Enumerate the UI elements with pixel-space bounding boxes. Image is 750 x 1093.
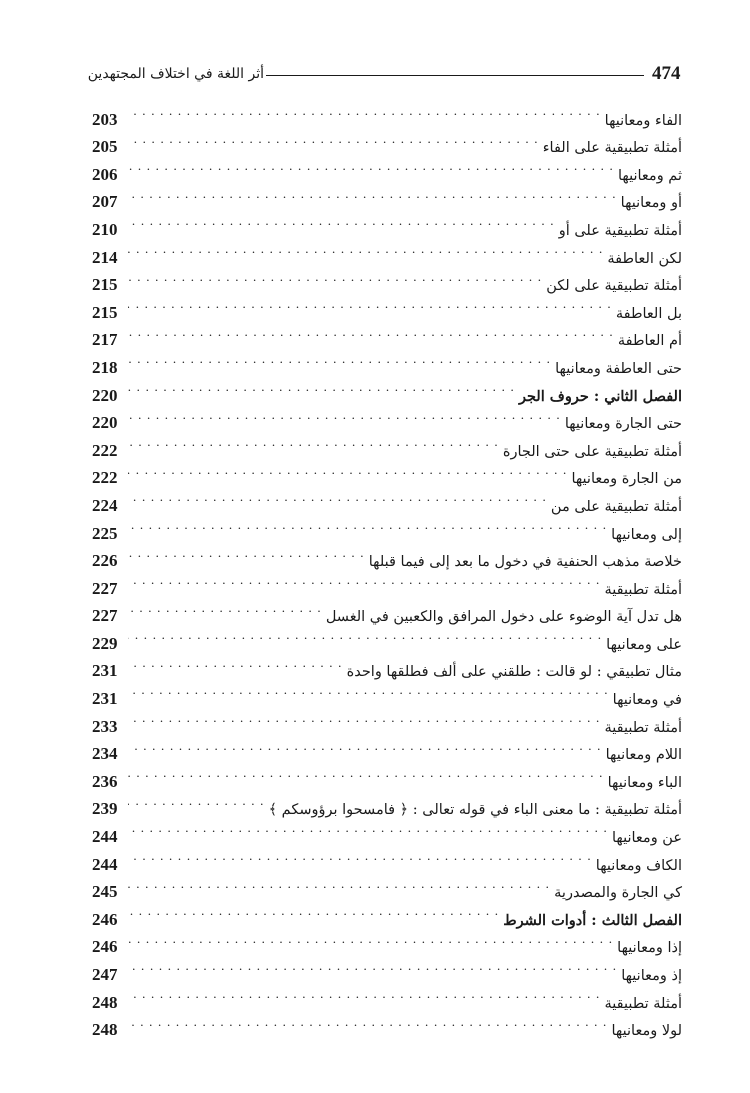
dot-leader — [128, 318, 614, 346]
toc-entry-title: إلى ومعانيها — [611, 526, 682, 543]
dot-leader — [128, 511, 607, 539]
toc-entry-title: أمثلة تطبيقية على لكن — [546, 278, 682, 295]
toc-entry-title: لولا ومعانيها — [611, 1023, 682, 1040]
toc-entry-page: 220 — [92, 385, 118, 405]
toc-entry — [92, 980, 682, 1012]
toc-entry-page: 214 — [92, 247, 118, 267]
toc-entry — [92, 318, 682, 350]
table-of-contents — [92, 97, 682, 1040]
dot-leader — [128, 235, 603, 263]
toc-entry-page: 215 — [92, 275, 118, 295]
toc-entry — [92, 676, 682, 709]
toc-entry — [92, 649, 682, 681]
dot-leader — [128, 1008, 608, 1036]
toc-entry-page: 205 — [92, 137, 118, 157]
toc-entry — [92, 290, 682, 322]
toc-entry-page: 246 — [92, 909, 118, 929]
toc-entry — [92, 787, 682, 819]
toc-entry-title: الفاء ومعانيها — [604, 112, 682, 129]
toc-entry-page: 244 — [92, 827, 118, 847]
toc-chapter-title: الفصل الثالث : أدوات الشرط — [503, 911, 682, 929]
toc-entry-title: إذا ومعانيها — [617, 940, 682, 957]
toc-entry-title: الباء ومعانيها — [607, 774, 682, 791]
dot-leader — [128, 594, 322, 622]
dot-leader — [128, 842, 592, 870]
dot-leader — [128, 290, 612, 318]
dot-leader — [128, 814, 608, 842]
toc-entry-page: 229 — [92, 633, 118, 653]
toc-entry-title: كي الجارة والمصدرية — [554, 885, 682, 902]
toc-entry-title: عن ومعانيها — [612, 830, 682, 847]
toc-entry-title: أمثلة تطبيقية — [604, 719, 682, 736]
toc-entry — [92, 1008, 682, 1040]
toc-entry-page: 222 — [92, 440, 118, 460]
toc-entry-title: اللام ومعانيها — [605, 747, 682, 764]
toc-entry-title: في ومعانيها — [612, 692, 682, 709]
toc-entry — [92, 594, 682, 626]
dot-leader — [128, 759, 604, 787]
toc-entry-page: 244 — [92, 854, 118, 874]
dot-leader — [128, 897, 499, 925]
toc-entry — [92, 207, 682, 239]
toc-entry-page: 247 — [92, 965, 118, 984]
dot-leader — [128, 152, 614, 180]
dot-leader — [128, 180, 617, 208]
dot-leader — [128, 97, 601, 125]
toc-entry — [92, 152, 682, 184]
toc-entry-page: 239 — [92, 799, 118, 819]
toc-entry-title: أمثلة تطبيقية على من — [550, 498, 682, 515]
dot-leader — [128, 952, 617, 980]
toc-entry — [92, 566, 682, 598]
toc-entry-page: 226 — [92, 551, 118, 571]
toc-entry-page: 225 — [92, 523, 118, 543]
toc-entry-page: 224 — [92, 495, 118, 515]
dot-leader — [128, 676, 609, 704]
toc-entry — [92, 97, 682, 129]
toc-entry-page: 215 — [92, 302, 118, 322]
dot-leader — [128, 925, 613, 953]
toc-entry-title: خلاصة مذهب الحنفية في دخول ما بعد إلى فيما قبلها — [368, 554, 682, 571]
toc-entry — [92, 704, 682, 736]
toc-entry-title: أمثلة تطبيقية : ما معنى الباء في قوله تعالى : ﴿ فامسحوا برؤوسكم ﴾ — [268, 802, 682, 819]
toc-entry-page: 227 — [92, 578, 118, 598]
dot-leader — [128, 483, 547, 511]
dot-leader — [128, 456, 567, 484]
toc-entry-page: 217 — [92, 330, 118, 350]
toc-entry-title: ثم ومعانيها — [618, 167, 682, 184]
dot-leader — [128, 345, 551, 373]
toc-entry — [92, 345, 682, 377]
toc-entry — [92, 180, 682, 212]
toc-entry-title: الكاف ومعانيها — [595, 857, 682, 874]
toc-entry — [92, 621, 682, 653]
toc-entry-page: 210 — [92, 219, 118, 239]
dot-leader — [128, 263, 542, 291]
toc-entry-page: 248 — [92, 1020, 118, 1040]
toc-entry — [92, 732, 682, 764]
toc-entry-page: 231 — [92, 661, 118, 681]
toc-entry-title: مثال تطبيقي : لو قالت : طلقني على ألف فطلقها واحدة — [346, 664, 682, 681]
toc-entry-page: 246 — [92, 937, 118, 957]
toc-entry-title: لكن العاطفة — [607, 250, 682, 267]
toc-entry-title: أمثلة تطبيقية — [604, 995, 682, 1012]
dot-leader — [128, 566, 600, 594]
toc-entry — [92, 125, 682, 157]
dot-leader — [128, 428, 499, 456]
toc-entry-page: 248 — [92, 992, 118, 1012]
toc-entry — [92, 925, 682, 957]
toc-entry — [92, 539, 682, 571]
toc-entry — [92, 870, 682, 902]
toc-entry — [92, 842, 682, 874]
dot-leader — [128, 649, 343, 677]
toc-entry-title: أو ومعانيها — [620, 195, 682, 212]
toc-entry-title: بل العاطفة — [615, 305, 682, 322]
toc-entry-title: أمثلة تطبيقية على الفاء — [542, 140, 682, 157]
toc-entry-page: 227 — [92, 606, 118, 626]
page-header — [87, 60, 682, 88]
toc-entry-page: 206 — [92, 164, 118, 184]
toc-entry — [92, 511, 682, 543]
toc-entry-title: أمثلة تطبيقية — [604, 581, 682, 598]
dot-leader — [128, 870, 550, 898]
toc-entry — [92, 952, 682, 984]
dot-leader — [128, 401, 561, 429]
toc-entry-page: 218 — [92, 357, 118, 377]
header-rule — [266, 75, 644, 76]
dot-leader — [128, 621, 602, 649]
toc-entry-title: إذ ومعانيها — [621, 968, 682, 984]
dot-leader — [128, 207, 555, 235]
toc-entry-page: 222 — [92, 468, 118, 488]
toc-entry-page: 207 — [92, 192, 118, 212]
toc-entry-title: حتى العاطفة ومعانيها — [555, 360, 682, 377]
toc-entry-page: 236 — [92, 771, 118, 791]
dot-leader — [128, 373, 515, 401]
toc-entry-title: أمثلة تطبيقية على حتى الجارة — [502, 443, 682, 460]
dot-leader — [128, 539, 365, 567]
page-number: 474 — [652, 63, 681, 84]
dot-leader — [128, 125, 539, 153]
toc-entry-title: أمثلة تطبيقية على أو — [558, 222, 682, 239]
running-title: أثر اللغة في اختلاف المجتهدين — [87, 66, 264, 82]
toc-entry-title: من الجارة ومعانيها — [571, 471, 682, 488]
toc-entry-page: 231 — [92, 689, 118, 709]
toc-chapter-title: الفصل الثاني : حروف الجر — [518, 387, 682, 405]
toc-entry — [92, 814, 682, 847]
toc-entry-title: على ومعانيها — [606, 636, 682, 653]
toc-entry-page: 203 — [92, 109, 118, 129]
toc-entry-page: 233 — [92, 716, 118, 736]
toc-entry-page: 234 — [92, 744, 118, 764]
dot-leader — [128, 980, 600, 1008]
toc-entry-page: 245 — [92, 882, 118, 902]
toc-entry-title: أم العاطفة — [617, 333, 682, 350]
toc-entry-title: حتى الجارة ومعانيها — [564, 416, 682, 433]
toc-entry-title: هل تدل آية الوضوء على دخول المرافق والكعبين في الغسل — [325, 609, 682, 626]
dot-leader — [128, 787, 265, 815]
toc-entry — [92, 263, 682, 295]
dot-leader — [128, 732, 602, 760]
toc-entry-page: 220 — [92, 413, 118, 433]
dot-leader — [128, 704, 600, 732]
toc-entry — [92, 759, 682, 791]
toc-entry — [92, 235, 682, 267]
